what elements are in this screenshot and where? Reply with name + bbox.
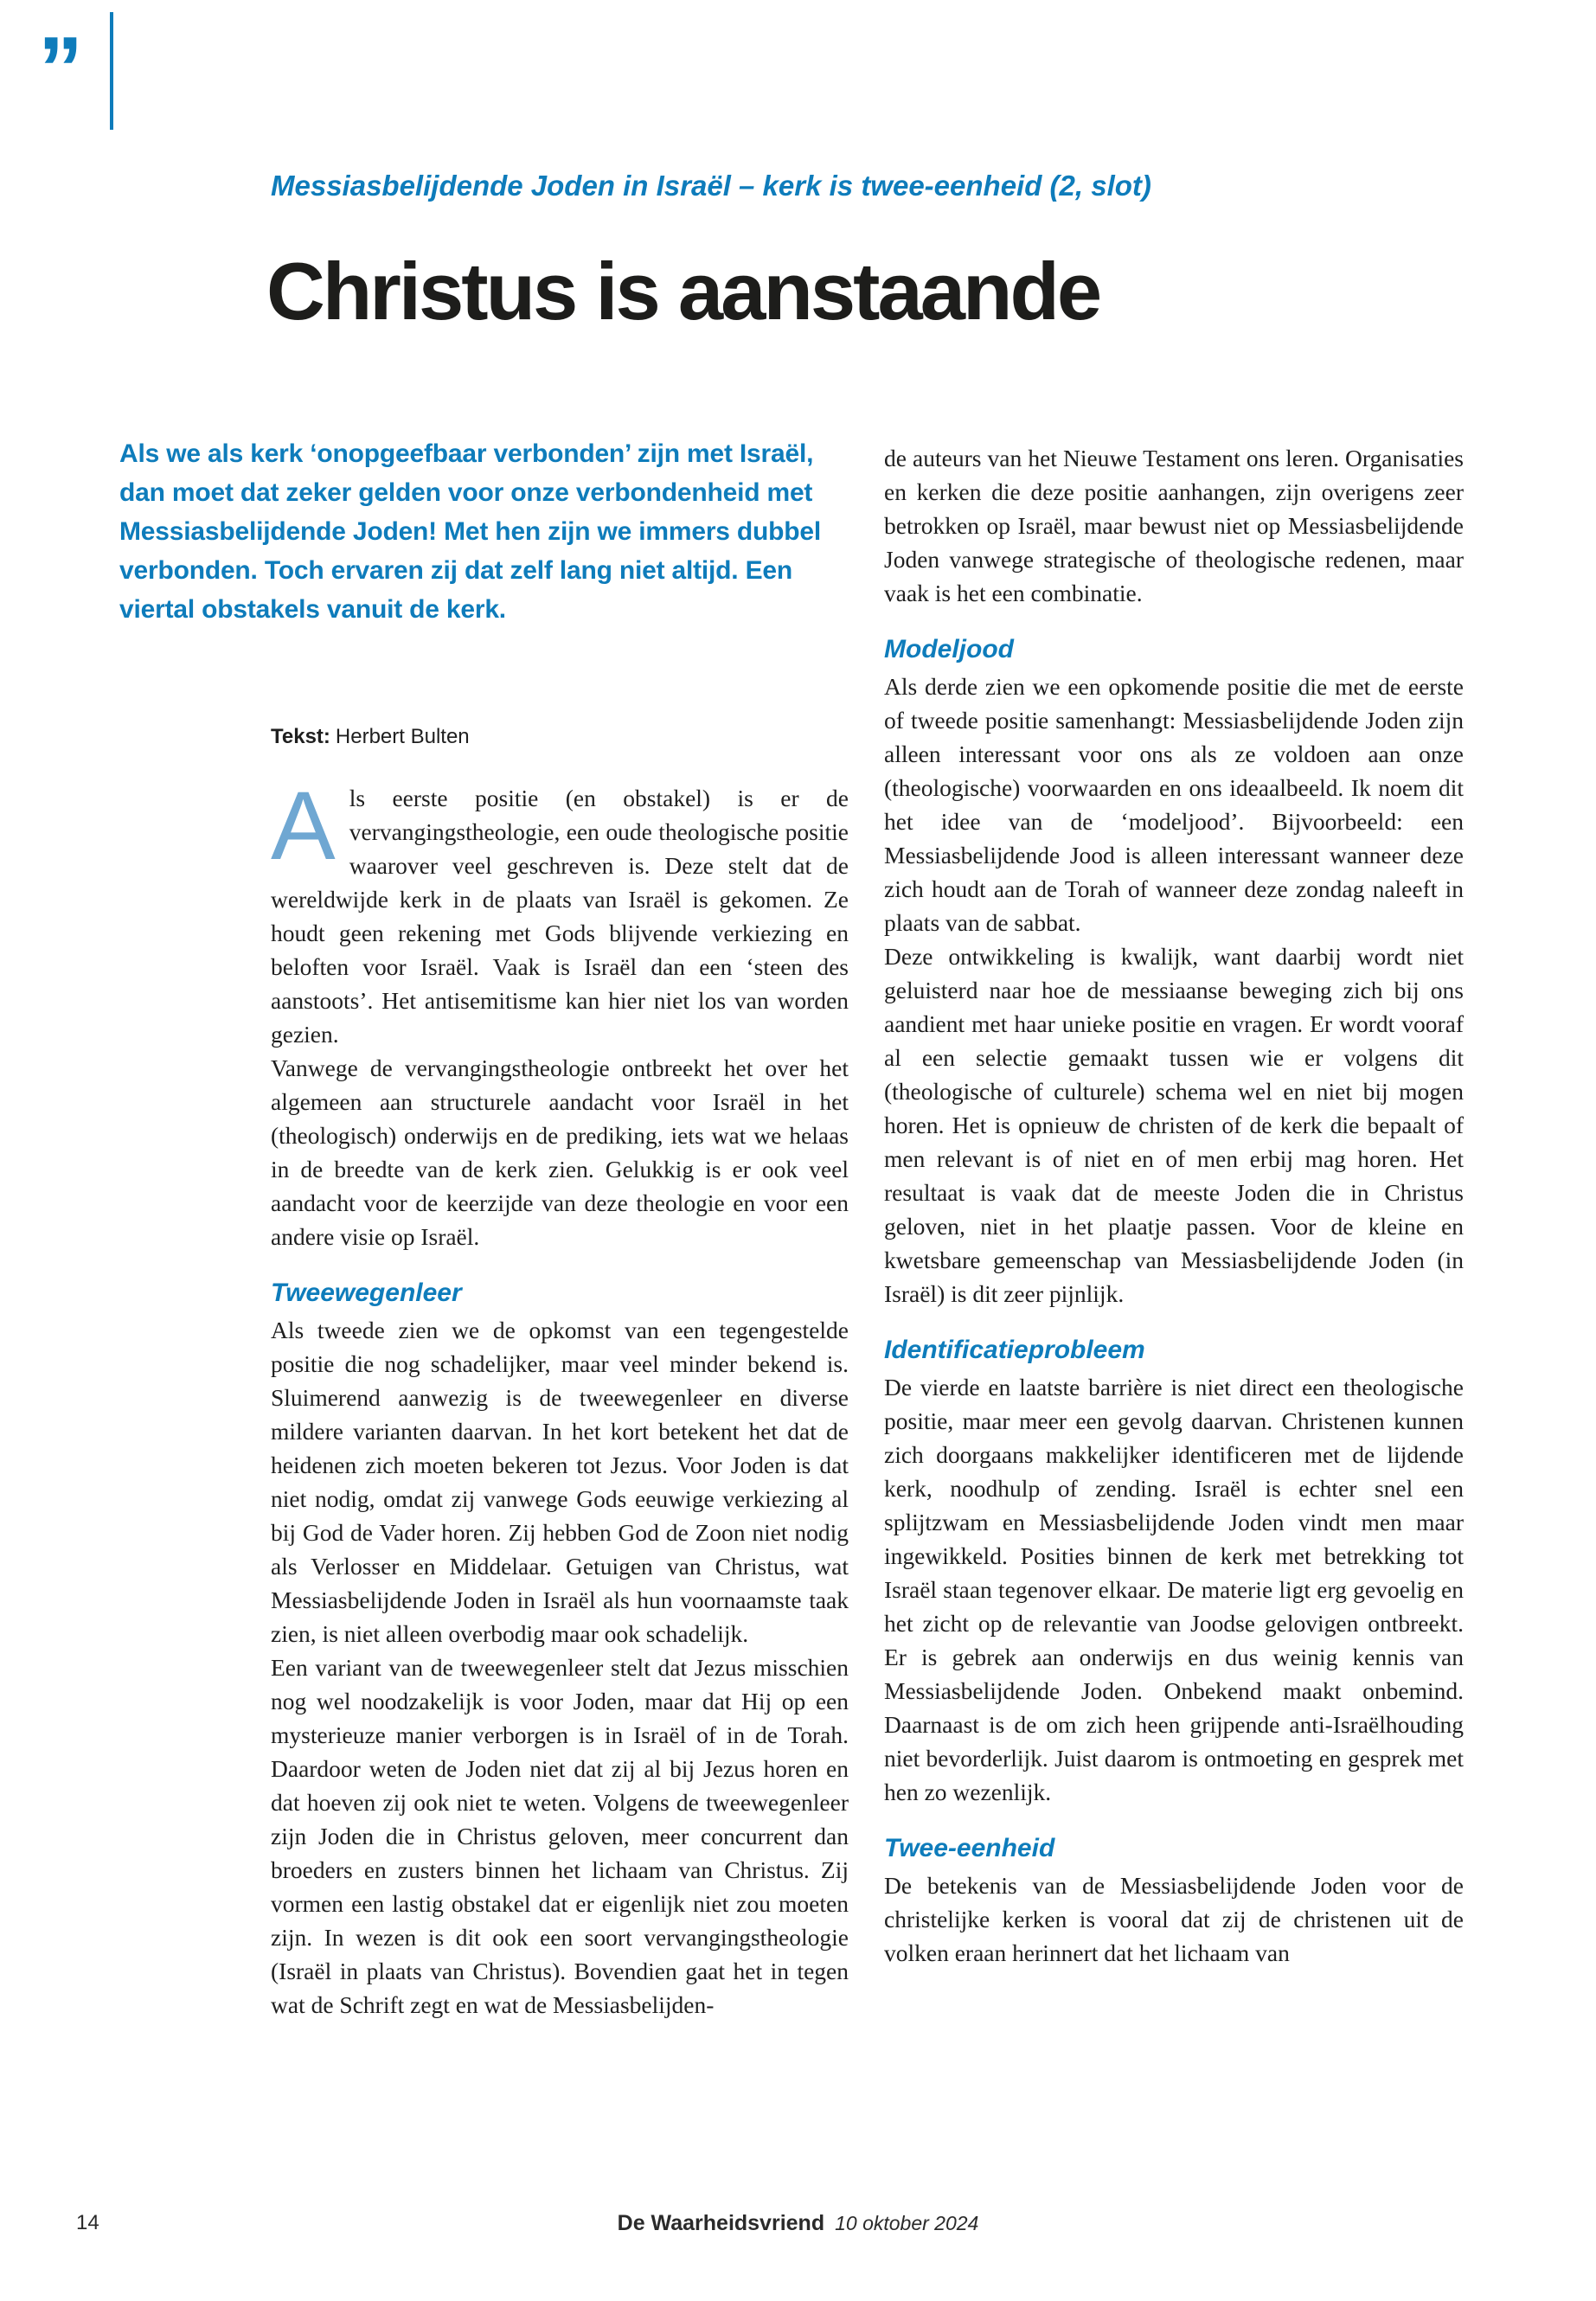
paragraph: Als tweede zien we de opkomst van een tegengestelde positie die nog schadelijker, maar veel minder bekend is. Sluimerend aanwezig is de tweewegenleer en diverse mildere varianten daarvan. In het kort betekent het dat de heidenen zich moeten bekeren tot Jezus. Voor Joden is dat niet nodig, omdat zij vanwege Gods eeuwige verkiezing al bij God de Vader horen. Zij hebben God de Zoon niet nodig als Verlosser en Middelaar. Getuigen van Christus, wat Messiasbelijdende Joden in Israël als hun voornaamste taak zien, is niet alleen overbodig maar ook schadelijk. bbox=[271, 1317, 849, 1647]
byline-label: Tekst: bbox=[271, 725, 330, 748]
paragraph-continuation: de auteurs van het Nieuwe Testament ons leren. Organisaties en kerken die deze positie aanhangen, zijn overigens zeer betrokken op Israël, maar bewust niet op Messiasbelijdende Joden vanwege strategische of theologische redenen, maar vaak is het een combinatie. bbox=[884, 445, 1464, 606]
byline-author: Herbert Bulten bbox=[335, 725, 470, 748]
article-title: Christus is aanstaande bbox=[266, 246, 1100, 336]
body-column-right bbox=[884, 441, 1464, 1970]
body-column-left bbox=[271, 772, 849, 2022]
paragraph: De betekenis van de Messiasbelijdende Joden voor de christelijke kerken is vooral dat zij de christenen uit de volken eraan herinnert dat het lichaam van bbox=[884, 1872, 1464, 1966]
subheading-twee-eenheid: Twee-eenheid bbox=[884, 1834, 1055, 1862]
footer-brand: De Waarheidsvriend bbox=[617, 2211, 825, 2235]
subheading-modeljood: Modeljood bbox=[884, 635, 1014, 663]
paragraph-vervangingstheologie bbox=[271, 772, 849, 1051]
page-number: 14 bbox=[76, 2211, 99, 2234]
dropcap-letter: A bbox=[271, 772, 336, 880]
subheading-identificatieprobleem: Identificatieprobleem bbox=[884, 1336, 1145, 1364]
paragraph: Vanwege de vervangingstheologie ontbreekt het over het algemeen aan structurele aandacht voor Israël in het (theologisch) onderwijs en de prediking, iets wat we helaas in de breedte van de kerk zien. Gelukkig is er ook veel aandacht voor de keerzijde van deze theologie en voor een andere visie op Israël. bbox=[271, 1054, 849, 1250]
article-lead: Als we als kerk ‘onopgeefbaar verbonden’ zijn met Israël, dan moet dat zeker gelden voor onze verbondenheid met Messiasbelijdende Joden! Met hen zijn we immers dubbel verbonden. Toch ervaren zij dat zelf lang niet altijd. Een viertal obstakels vanuit de kerk. bbox=[119, 439, 822, 624]
article-kicker: Messiasbelijdende Joden in Israël – kerk is twee-eenheid (2, slot) bbox=[271, 170, 1151, 202]
footer bbox=[0, 2211, 1596, 2236]
quote-mark-icon: ” bbox=[38, 19, 83, 119]
byline bbox=[271, 725, 470, 749]
paragraph-text: ls eerste positie (en obstakel) is er de vervangingstheologie, een oude theologische positie waarover veel geschreven is. Deze stelt dat de wereldwijde kerk in de plaats van Israël is gekomen. Ze houdt geen rekening met Gods blijvende verkiezing en beloften voor Israël. Vaak is Israël dan een ‘steen des aanstoots’. Het antisemitisme kan hier niet los van worden gezien. bbox=[271, 785, 849, 1048]
paragraph: Deze ontwikkeling is kwalijk, want daarbij wordt niet geluisterd naar hoe de messiaanse beweging zich bij ons aandient met haar unieke positie en vragen. Er wordt vooraf al een selectie gemaakt tussen wie er volgens dit (theologische of culturele) schema wel en niet bij mogen horen. Het is opnieuw de christen of de kerk die bepaalt of men relevant is of niet en of men erbij mag horen. Het resultaat is vaak dat de meeste Joden die in Christus geloven, niet in het plaatje passen. Voor de kleine en kwetsbare gemeenschap van Messiasbelijdende Joden (in Israël) is dit zeer pijnlijk. bbox=[884, 943, 1464, 1307]
paragraph: Een variant van de tweewegenleer stelt dat Jezus misschien nog wel noodzakelijk is voor Joden, maar dat Hij op een mysterieuze manier verborgen is in Israël of in de Torah. Daardoor weten de Joden niet dat zij al bij Jezus horen en dat hoeven zij ook niet te weten. Volgens de tweewegenleer zijn Joden die in Christus geloven, meer concurrent dan broeders en zusters binnen het lichaam van Christus. Zij vormen een lastig obstakel dat er eigenlijk niet zou moeten zijn. In wezen is dit ook een soort vervangingstheologie (Israël in plaats van Christus). Bovendien gaat het in tegen wat de Schrift zegt en wat de Messiasbelijden- bbox=[271, 1654, 849, 2018]
header-rule bbox=[110, 12, 113, 130]
footer-date: 10 oktober 2024 bbox=[835, 2212, 979, 2234]
subheading-tweewegenleer: Tweewegenleer bbox=[271, 1279, 462, 1307]
paragraph: De vierde en laatste barrière is niet direct een theologische positie, maar meer een gevolg daarvan. Christenen kunnen zich doorgaans makkelijker identificeren met de lijdende kerk, noodhulp of zending. Israël is echter snel een splijtzwam en Messiasbelijdende Joden vindt men maar ingewikkeld. Posities binnen de kerk met betrekking tot Israël staan tegenover elkaar. De materie ligt erg gevoelig en het zicht op de relevantie van Joodse gelovigen ontbreekt. Er is gebrek aan onderwijs en dus weinig kennis van Messiasbelijdende Joden. Onbekend maakt onbemind. Daarnaast is de om zich heen grijpende anti-Israëlhouding niet bevorderlijk. Juist daarom is ontmoeting en gesprek met hen zo wezenlijk. bbox=[884, 1374, 1464, 1805]
paragraph: Als derde zien we een opkomende positie die met de eerste of tweede positie samenhangt: Messiasbelijdende Joden zijn alleen interessant voor ons als ze voldoen aan onze (theologische) voorwaarden en ons ideaalbeeld. Ik noem dit het idee van de ‘modeljood’. Bijvoorbeeld: een Messiasbelijdende Jood is alleen interessant wanneer deze zich houdt aan de Torah of wanneer deze zondag naleeft in plaats van de sabbat. bbox=[884, 673, 1464, 936]
